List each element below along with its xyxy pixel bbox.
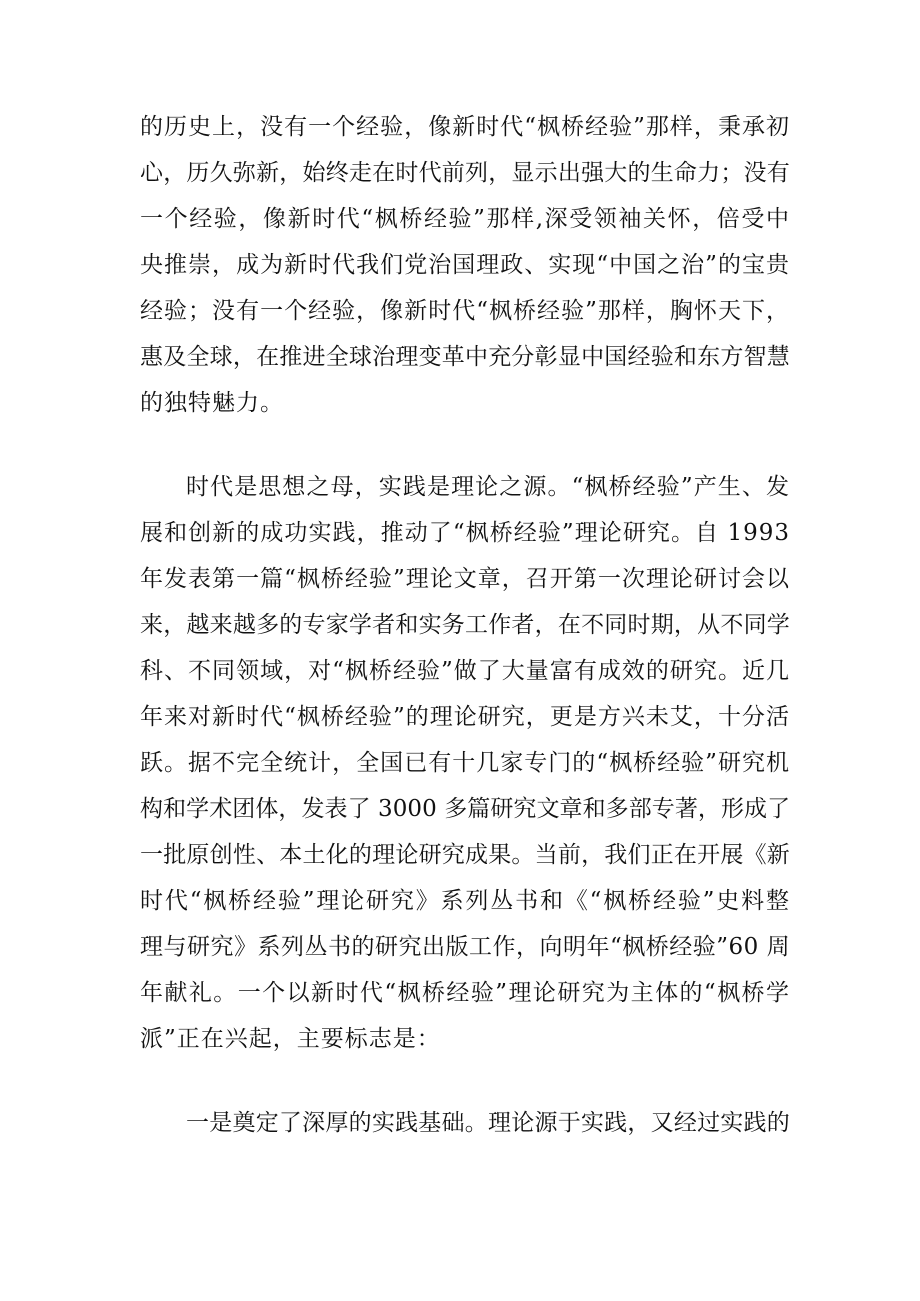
paragraph-2-line-4: 来，越来越多的专家学者和实务工作者，在不同时期，从不同学 — [140, 612, 790, 638]
paragraph-2-line-3: 年发表第一篇“枫桥经验”理论文章，召开第一次理论研讨会以 — [140, 566, 790, 592]
paragraph-2-line-10: 时代“枫桥经验”理论研究》系列丛书和《“枫桥经验”史料整 — [140, 888, 790, 914]
paragraph-3-line-1: 一是奠定了深厚的实践基础。理论源于实践，又经过实践的 — [186, 1110, 790, 1136]
paragraph-1-line-5: 经验；没有一个经验，像新时代“枫桥经验”那样，胸怀天下， — [140, 298, 790, 324]
paragraph-2-line-8: 构和学术团体，发表了 3000 多篇研究文章和多部专著，形成了 — [140, 796, 791, 822]
paragraph-1-line-4: 央推崇，成为新时代我们党治国理政、实现“中国之治”的宝贵 — [140, 252, 790, 278]
paragraph-2-line-9: 一批原创性、本土化的理论研究成果。当前，我们正在开展《新 — [140, 842, 790, 868]
paragraph-2-line-7: 跃。据不完全统计，全国已有十几家专门的“枫桥经验”研究机 — [140, 750, 790, 776]
paragraph-2-line-12: 年献礼。一个以新时代“枫桥经验”理论研究为主体的“枫桥学 — [140, 980, 790, 1006]
paragraph-1-line-7: 的独特魅力。 — [140, 390, 284, 416]
paragraph-1-line-3: 一个经验，像新时代“枫桥经验”那样,深受领袖关怀，倍受中 — [140, 206, 790, 232]
paragraph-1-line-6: 惠及全球，在推进全球治理变革中充分彰显中国经验和东方智慧 — [140, 344, 790, 370]
paragraph-1-line-1: 的历史上，没有一个经验，像新时代“枫桥经验”那样，秉承初 — [140, 114, 790, 140]
paragraph-2-line-5: 科、不同领域，对“枫桥经验”做了大量富有成效的研究。近几 — [140, 658, 790, 684]
paragraph-2-line-1: 时代是思想之母，实践是理论之源。“枫桥经验”产生、发 — [186, 474, 790, 500]
body-text — [140, 104, 790, 1204]
paragraph-2-line-6: 年来对新时代“枫桥经验”的理论研究，更是方兴未艾，十分活 — [140, 704, 790, 730]
paragraph-2-line-11: 理与研究》系列丛书的研究出版工作，向明年“枫桥经验”60 周 — [140, 934, 791, 960]
paragraph-1-line-2: 心，历久弥新，始终走在时代前列，显示出强大的生命力；没有 — [140, 160, 790, 186]
paragraph-2-line-2: 展和创新的成功实践，推动了“枫桥经验”理论研究。自 1993 — [140, 520, 790, 546]
paragraph-2-line-13: 派”正在兴起，主要标志是： — [140, 1026, 441, 1052]
